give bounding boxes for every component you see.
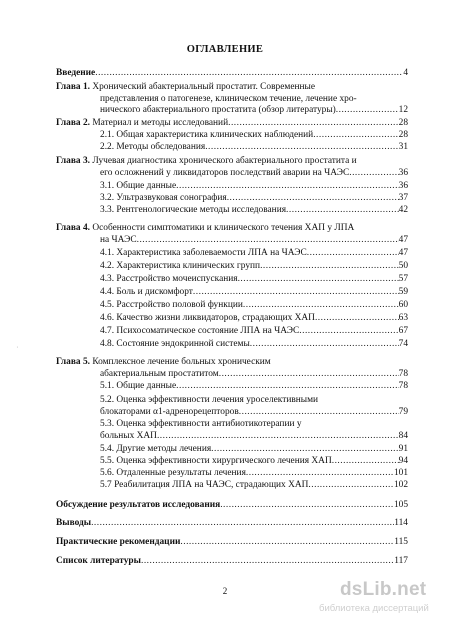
toc-entry-title: 4.6. Качество жизни ликвидаторов, страдающих ХАП xyxy=(100,313,315,323)
toc-entry-text xyxy=(56,518,91,530)
toc-page-number: 115 xyxy=(394,537,408,547)
toc-entry xyxy=(56,223,408,235)
toc-entry xyxy=(56,556,408,568)
toc-entry-prefix: Список литературы xyxy=(56,556,141,566)
toc-leader-dots xyxy=(220,500,394,512)
toc-entry-title: 5.5. Оценка эффективности хирургического лечения ХАП xyxy=(100,456,332,466)
toc-entry-text xyxy=(56,223,354,233)
toc-page-number: 117 xyxy=(394,556,408,566)
toc-entry-text xyxy=(100,431,157,443)
toc-entry-title: 4.7. Психосоматическое состояние ЛПА на ЧАЭС xyxy=(100,326,300,336)
toc-page-number: 79 xyxy=(398,407,408,417)
toc-page-number: 47 xyxy=(398,235,408,245)
toc-entry-title: 4.4. Боль и дискомфорт xyxy=(100,287,193,297)
toc-entry-text xyxy=(100,381,176,393)
toc-entry-title: 3.1. Общие данные xyxy=(100,181,177,191)
toc-leader-dots xyxy=(141,556,394,568)
toc-page-number: 60 xyxy=(398,300,408,310)
toc-entry-prefix: Практические рекомендации xyxy=(56,537,181,547)
toc-entry xyxy=(56,118,408,130)
toc-entry-title: Особенности симптоматики и клинического течения ХАП у ЛПА xyxy=(92,223,355,233)
toc-entry-title: представления о патогенезе, клиническом течение, лечение хро- xyxy=(100,93,357,104)
toc-entry-title: Материал и методы исследований xyxy=(92,118,229,128)
toc-entry-text xyxy=(56,537,180,549)
toc-entry-prefix: Глава 5. xyxy=(56,357,90,367)
toc-leader-dots xyxy=(211,444,398,456)
toc-entry xyxy=(100,419,408,431)
toc-entry-text xyxy=(100,444,211,456)
toc-page-number: 114 xyxy=(394,518,408,528)
toc-entry xyxy=(100,261,408,273)
toc-entry-prefix: Глава 3. xyxy=(56,156,90,166)
toc-entry-prefix: Глава 2. xyxy=(56,118,90,128)
toc-entry-title: 4.1. Характеристика заболеваемости ЛПА на ЧАЭС xyxy=(100,248,307,258)
toc-page-number: 105 xyxy=(393,500,408,510)
watermark-subtitle: библиотека диссертаций xyxy=(319,603,429,614)
toc-entry xyxy=(56,500,408,512)
toc-leader-dots xyxy=(205,142,398,154)
toc-leader-dots xyxy=(176,181,399,193)
toc-entry-title: 4.3. Расстройство мочеиспускания xyxy=(100,274,238,284)
toc-leader-dots xyxy=(219,369,399,381)
toc-entry-title: Хронический абактериальный простатит. Современные xyxy=(92,82,315,92)
toc-entry xyxy=(100,130,408,142)
toc-leader-dots xyxy=(137,235,399,247)
toc-entry-text xyxy=(56,500,220,512)
toc-entry-text xyxy=(100,419,302,429)
toc-entry-prefix: Обсуждение результатов исследования xyxy=(56,500,221,510)
toc-page-number: 36 xyxy=(398,181,408,191)
toc-leader-dots xyxy=(299,326,398,338)
toc-leader-dots xyxy=(307,248,399,260)
toc-leader-dots xyxy=(238,274,399,286)
toc-leader-dots xyxy=(336,105,399,117)
toc-leader-dots xyxy=(246,468,394,480)
toc-entry xyxy=(100,105,408,117)
toc-entry-title: Лучевая диагностика хронического абактериального простатита и xyxy=(92,156,357,166)
toc-entry-title: блокаторами α1-адренорецепторов xyxy=(100,407,239,417)
toc-leader-dots xyxy=(332,456,399,468)
toc-entry xyxy=(100,168,408,180)
toc-entry-text xyxy=(100,193,227,205)
toc-entry-text xyxy=(100,248,307,260)
toc-entry-title: 3.2. Ультразвуковая сонография xyxy=(100,193,227,203)
toc-page-number: 31 xyxy=(398,142,408,152)
toc-entry xyxy=(100,407,408,419)
toc-leader-dots xyxy=(315,313,399,325)
toc-entry-prefix: Выводы xyxy=(56,518,92,528)
toc-leader-dots xyxy=(243,300,399,312)
toc-leader-dots xyxy=(157,431,399,443)
toc-entry-text xyxy=(100,480,308,492)
toc-page-number: 78 xyxy=(398,369,408,379)
toc-entry-text xyxy=(100,130,313,142)
toc-entry xyxy=(100,468,408,480)
toc-leader-dots xyxy=(227,193,399,205)
toc-entry-title: 5.1. Общие данные xyxy=(100,381,177,391)
toc-entry-title: его осложнений у ликвидаторов последствий аварии на ЧАЭС xyxy=(100,167,350,178)
toc-page-number: 36 xyxy=(398,167,408,178)
toc-page-number: 50 xyxy=(398,261,408,271)
toc-entry-prefix: Глава 4. xyxy=(56,223,90,233)
toc-leader-dots xyxy=(260,261,399,273)
toc-entry xyxy=(100,248,408,260)
toc-entry-text xyxy=(56,68,95,80)
toc-entry-text xyxy=(100,94,357,104)
toc-entry-text xyxy=(100,168,349,180)
toc-entry-text xyxy=(100,369,219,381)
toc-page-number: 28 xyxy=(398,130,408,140)
toc-entry xyxy=(100,381,408,393)
toc-page-number: 67 xyxy=(398,326,408,336)
toc-entry xyxy=(56,518,408,530)
toc-entry xyxy=(100,235,408,247)
toc-leader-dots xyxy=(95,68,403,80)
toc-entry-title: больных ХАП xyxy=(100,431,157,441)
toc-entry xyxy=(56,357,408,369)
toc-entry-text xyxy=(100,456,332,468)
toc-entry-title: 3.3. Рентгенологические методы исследования xyxy=(100,205,287,215)
toc-entry-prefix: Глава 1. xyxy=(56,82,90,92)
toc-entry-text xyxy=(100,313,315,325)
toc-page-number: 57 xyxy=(398,274,408,284)
toc-entry-prefix: Введение xyxy=(56,68,96,78)
toc-heading: ОГЛАВЛЕНИЕ xyxy=(186,44,264,55)
toc-leader-dots xyxy=(308,480,394,492)
toc-entry-title: на ЧАЭС xyxy=(100,235,137,245)
toc-entry xyxy=(100,287,408,299)
toc-entry-text xyxy=(100,205,286,217)
toc-entry xyxy=(100,369,408,381)
toc-page-number: 59 xyxy=(398,287,408,297)
toc-entry xyxy=(100,313,408,325)
toc-entry-text xyxy=(100,326,299,338)
toc-leader-dots xyxy=(286,205,399,217)
toc-leader-dots xyxy=(180,537,394,549)
toc-entry-title: 5.3. Оценка эффективности антибиотикотерапии у xyxy=(100,419,302,429)
toc-entry xyxy=(100,142,408,154)
toc-entry xyxy=(100,274,408,286)
toc-entry-text xyxy=(100,468,246,480)
toc-page-number: 63 xyxy=(398,313,408,323)
toc-entry xyxy=(100,326,408,338)
toc-page-number: 12 xyxy=(398,105,408,115)
toc-entry-title: абактериальным простатитом xyxy=(100,369,219,379)
toc-entry-text xyxy=(100,235,137,247)
toc-entry-text xyxy=(100,339,250,351)
toc-leader-dots xyxy=(228,118,399,130)
toc-leader-dots xyxy=(349,168,398,180)
toc-entry-title: 5.6. Отдаленные результаты лечения xyxy=(100,468,246,478)
toc-leader-dots xyxy=(313,130,398,142)
toc-entry-text xyxy=(100,261,260,273)
toc-page-number: 42 xyxy=(398,205,408,215)
toc-entry-title: 4.5. Расстройство половой функции xyxy=(100,300,243,310)
toc-entry-text xyxy=(100,274,238,286)
toc-entry-text xyxy=(56,357,271,367)
toc-entry xyxy=(100,480,408,492)
watermark-logo: dsLib.net xyxy=(340,579,427,600)
toc-entry-text xyxy=(100,142,205,154)
toc-entry xyxy=(100,300,408,312)
toc-leader-dots xyxy=(239,407,399,419)
toc-entry xyxy=(100,431,408,443)
toc-leader-dots xyxy=(193,287,399,299)
toc-entry xyxy=(100,395,408,407)
toc-page-number: 91 xyxy=(398,444,408,454)
toc-entry-text xyxy=(56,118,228,130)
toc-page-number: 47 xyxy=(398,248,408,258)
toc-entry xyxy=(100,339,408,351)
toc-page-number: 37 xyxy=(398,193,408,203)
toc-entry-text xyxy=(100,407,239,419)
toc-entry-text xyxy=(100,300,243,312)
toc-page-number: 78 xyxy=(398,381,408,391)
toc-entry-text xyxy=(56,156,357,166)
toc-entry xyxy=(100,193,408,205)
toc-leader-dots xyxy=(250,339,399,351)
toc-page-number: 74 xyxy=(398,339,408,349)
toc-entry-text xyxy=(100,181,176,193)
toc-entry-title: 4.8. Состояние эндокринной системы xyxy=(100,339,250,349)
toc-entry-title: 4.2. Характеристика клинических групп xyxy=(100,261,261,271)
toc-page-number: 4 xyxy=(403,68,408,78)
toc-entry xyxy=(56,156,408,168)
toc-entry-text xyxy=(56,82,315,92)
toc-page-number: 84 xyxy=(398,431,408,441)
page-number: 2 xyxy=(222,586,228,596)
toc-page-number: 102 xyxy=(393,480,408,490)
toc-entry xyxy=(56,537,408,549)
toc-entry-title: 5.7 Реабилитация ЛПА на ЧАЭС, страдающих ХАП xyxy=(100,480,309,490)
toc-entry-title: 5.4. Другие методы лечения xyxy=(100,444,212,454)
toc-page-number: 94 xyxy=(398,456,408,466)
toc-entry xyxy=(100,94,408,106)
toc-entry xyxy=(100,205,408,217)
toc-entry-title: Комплексное лечение больных хроническим xyxy=(92,357,271,367)
margin-mark: ˙ xyxy=(16,345,19,354)
toc-entry-text xyxy=(100,105,336,117)
toc-page-number: 101 xyxy=(393,468,408,478)
toc-entry xyxy=(100,181,408,193)
toc-entry-title: 5.2. Оценка эффективности лечения уроселективными xyxy=(100,395,319,405)
toc-entry xyxy=(56,82,408,94)
toc-entry-title: нического абактериального простатита (обзор литературы) xyxy=(100,105,336,115)
toc-entry xyxy=(56,68,408,80)
toc-entry-text xyxy=(100,287,193,299)
toc-entry xyxy=(100,444,408,456)
toc-entry-title: 2.2. Методы обследования xyxy=(100,142,206,152)
toc-leader-dots xyxy=(91,518,394,530)
toc-page-number: 28 xyxy=(398,118,408,128)
toc-entry xyxy=(100,456,408,468)
toc-entry-text xyxy=(56,556,141,568)
toc-entry-text xyxy=(100,395,318,405)
toc-leader-dots xyxy=(176,381,399,393)
toc-entry-title: 2.1. Общая характеристика клинических наблюдений xyxy=(100,130,314,140)
